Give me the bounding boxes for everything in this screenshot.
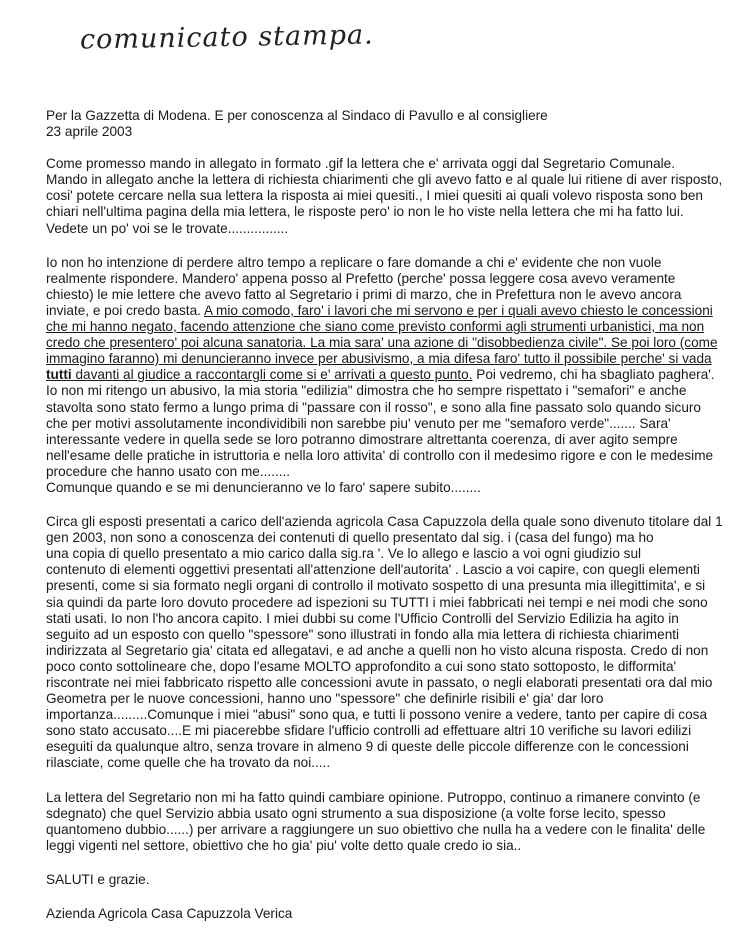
letter-body [46, 108, 721, 922]
text-plain: inviate, e poi credo basta. [46, 302, 204, 318]
text-line: contenuto di elementi oggettivi presentati all'attenzione dell'autorita' . Lascio a voi capire, con quegli elementi [46, 562, 700, 578]
text-line: chiesto) le mie lettere che avevo fatto al Segretario i primi di marzo, che in Prefettura non le avevo ancora [46, 286, 682, 302]
text-line: Come promesso mando in allegato in formato .gif la lettera che e' arrivata oggi dal Segretario Comunale. [46, 156, 675, 172]
underlined-line: immagino faranno) mi denuncieranno invece per abusivismo, a mia difesa faro' tutto il possibile perche' si vada [46, 351, 712, 367]
text-line: riscontrate nei miei fabbricato rispetto alle concessioni avute in passato, o negli elaborati presentati ora dal mio [46, 675, 713, 690]
text-line: Io non mi ritengo un abusivo, la mia storia "edilizia" dimostra che ho sempre rispettato i "semafori" e anche [46, 383, 687, 399]
paragraph-4 [46, 790, 721, 854]
text-line: sono stato accusato....E mi piacerebbe sfidare l'ufficio controlli ad effettuare altri 10 verifiche su lavori edilizi [46, 723, 692, 739]
paragraph-2 [46, 255, 721, 496]
text-line: chiari nell'ultima pagina della mia lettera, le risposte pero' io non le ho viste nella lettera che mi ha fatto lui. [46, 204, 684, 220]
text-line: Circa gli esposti presentati a carico dell'azienda agricola Casa Capuzzola della quale sono divenuto titolare dal 1 [46, 514, 723, 530]
text-line: quantomeno dubbio......) per arrivare a raggiungere un suo obiettivo che nulla ha a vedere con le finalita' delle [46, 821, 706, 837]
text-line: Io non ho intenzione di perdere altro tempo a replicare o fare domande a chi e' evidente che non vuole [46, 254, 662, 270]
text-line: una copia di quello presentato a mio carico dalla sig.ra '. Ve lo allego e lascio a voi ogni giudizio sul [46, 546, 642, 562]
text-line: leggi vigenti nel settore, obiettivo che ho gia' piu' volte detto quale credo io sia.. [46, 837, 522, 853]
text-line: che per motivi assolutamente incondividibili non sarebbe piu' venuto per me "semaforo verde"....... Sara' [46, 415, 671, 431]
handwritten-title: comunicato stampa. [79, 19, 374, 56]
text-plain: Poi vedremo, chi ha sbagliato paghera'. [472, 367, 715, 383]
text-line [46, 303, 721, 319]
paragraph-1 [46, 156, 721, 236]
text-line: cosi' potete cercare nella sua lettera la risposta ai miei quesiti., I miei quesiti ai quali volevo risposta sono ben [46, 188, 703, 204]
text-line: gen 2003, non sono a conoscenza dei contenuti di quello presentato dal sig. i (casa del fungo) ma ho [46, 530, 654, 546]
text-line: indirizzata al Segretario gia' citata ed allegatavi, e ad anche a quelli non ho visto alcuna risposta. Credo di non [46, 642, 709, 658]
text-line: Mando in allegato anche la lettera di richiesta chiarimenti che gli avevo fatto e al quale lui ritiene di aver risposto, [46, 172, 723, 188]
underlined-text: davanti al giudice a raccontargli come si e' arrivati a questo punto. [71, 367, 473, 383]
bold-underlined-word: tutti [46, 367, 72, 383]
header-block [46, 108, 721, 140]
closing-line: SALUTI e grazie. [46, 871, 150, 887]
text-line [46, 367, 721, 383]
recipient-line: Per la Gazzetta di Modena. E per conoscenza al Sindaco di Pavullo e al consigliere [46, 108, 548, 123]
text-line: procedure che hanno usato con me........ [46, 463, 291, 479]
text-line: sia quindi da parte loro dovuto procedere ad ispezioni su TUTTI i miei fabbricati nei tempi e nei modi che sono [46, 594, 708, 610]
text-line: presenti, come si sia formato negli organi di controllo il motivato sospetto di una presunta mia illegittimita', e si [46, 578, 706, 594]
text-line: interessante vedere in quella sede se loro potranno dimostrare altrettanta coerenza, di aver agito sempre [46, 431, 678, 447]
text-line: eseguiti da qualunque altro, senza trovare in almeno 9 di queste delle piccole differenze con le concessioni [46, 739, 689, 755]
text-line: stati usati. Io non l'ho ancora capito. I miei dubbi su come l'Ufficio Controlli del Servizio Edilizia ha agito in [46, 610, 679, 626]
text-line: sdegnato) che quel Servizio abbia usato ogni strumento a sua disposizione (a volte forse lecito, spesso [46, 805, 666, 821]
text-line: seguito ad un esposto con quello "spessore" sono illustrati in fondo alla mia lettera di richiesta chiarimenti [46, 626, 680, 642]
text-line: importanza.........Comunque i miei "abusi" sono qua, e tutti li possono venire a vedere, tanto per capire di cosa [46, 707, 708, 723]
paragraph-3 [46, 514, 721, 772]
underlined-text: A mio comodo, faro' i lavori che mi servono e per i quali avevo chiesto le concessioni [203, 302, 713, 318]
text-line: La lettera del Segretario non mi ha fatto quindi cambiare opinione. Putroppo, continuo a rimanere convinto (e [46, 789, 701, 805]
text-line: Geometra per le nuove concessioni, hanno uno "spessore" che definirle risibili e' gia' dar loro [46, 691, 604, 707]
underlined-line: credo che presentero' poi alcuna sanatoria. La mia sara' una azione di "disobbedienza civile". Se poi loro (come [46, 335, 718, 351]
text-line: Comunque quando e se mi denuncieranno ve lo faro' sapere subito........ [46, 479, 481, 495]
text-line: stavolta sono stato fermo a lungo prima di "passare con il rosso", e sono alla fine passato solo quando sicuro [46, 399, 701, 415]
text-line: poco conto sottolineare che, dopo l'esame MOLTO approfondito a cui sono stato sottoposto, le difformita' [46, 658, 677, 674]
signature-line: Azienda Agricola Casa Capuzzola Verica [46, 906, 293, 922]
text-line: Vedete un po' voi se le trovate................ [46, 220, 289, 236]
letter-date: 23 aprile 2003 [46, 124, 133, 140]
text-line: nell'esame delle pratiche in istruttoria e nella loro attivita' di controllo con il medesimo rigore e con le medesime [46, 447, 714, 463]
text-line: realmente rispondere. Mandero' appena posso al Prefetto (perche' possa leggere cosa avevo veramente [46, 270, 676, 286]
underlined-line: che mi hanno negato, facendo attenzione che siano come previsto conformi agli strumenti urbanistici, ma non [46, 319, 705, 335]
text-line: rilasciate, come quelle che ha trovato da noi..... [46, 755, 331, 771]
